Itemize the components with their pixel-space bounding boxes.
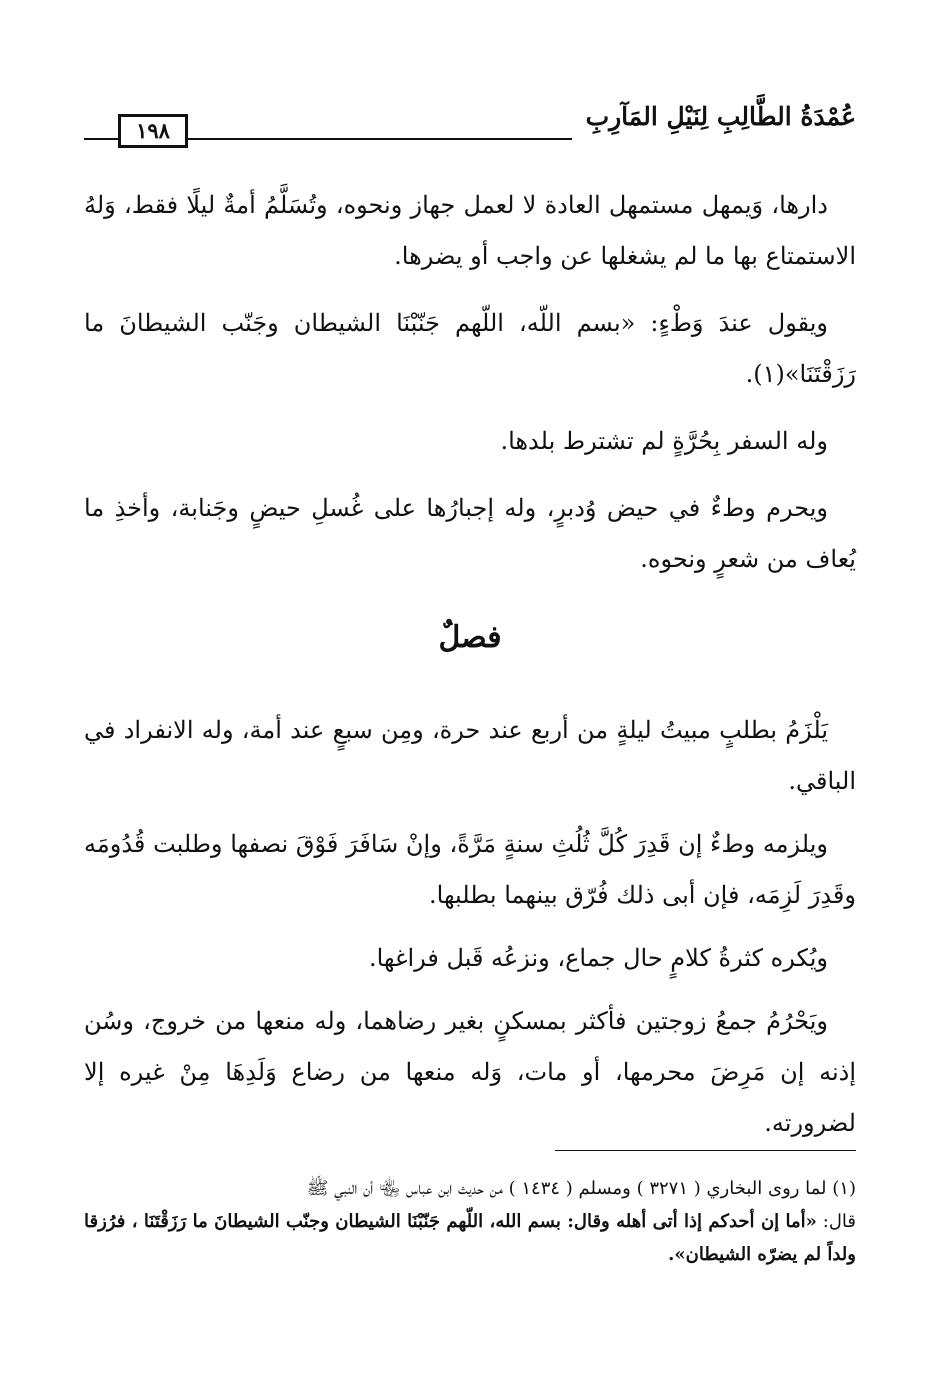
paragraph: ويلزمه وطءٌ إن قَدِرَ كُلَّ ثُلُثِ سنةٍ مَرَّةً، وإنْ سَافَرَ فَوْقَ نصفها وطلبت قُدُومَه وقَدِرَ لَزِمَه، فإن أبى ذلك فُرّق بينهما بطلبها. bbox=[84, 830, 856, 909]
paragraph: ويقول عندَ وَطْءٍ: «بسم اللّه، اللّهم جَنّبْنَا الشيطان وجَنّب الشيطانَ ما رَزَقْتَنَا»(١). bbox=[84, 309, 856, 388]
paragraph: يَلْزَمُ بطلبٍ مبيتُ ليلةٍ من أربع عند حرة، ومِن سبعٍ عند أمة، وله الانفراد في الباقي. bbox=[84, 716, 856, 795]
book-title: عُمْدَةُ الطَّالِبِ لِنَيْلِ المَآرِبِ bbox=[585, 102, 856, 131]
footnote-separator bbox=[555, 1150, 856, 1151]
footnote-hadith-text: «أما إن أحدكم إذا أتى أهله وقال: بسم الله، اللّهم جَنّبْنَا الشيطان وجنّب الشيطانَ ما رَزَقْتَنَا ، فرُزقا ولداً لم يضرّه الشيطان». bbox=[84, 1211, 856, 1265]
footnote-line bbox=[84, 1205, 856, 1271]
section-heading: فصلٌ bbox=[438, 620, 502, 655]
page-number: ١٩٨ bbox=[118, 114, 188, 148]
page-header bbox=[84, 100, 856, 150]
main-text-bottom bbox=[84, 705, 856, 1161]
main-text-top bbox=[84, 180, 856, 601]
header-rule-right bbox=[188, 138, 572, 140]
paragraph: وله السفر بِحُرَّةٍ لم تشترط بلدها. bbox=[500, 427, 828, 455]
paragraph: ويحرم وطءٌ في حيض وُدبرٍ، وله إجبارُها على غُسلِ حيضٍ وجَنابة، وأخذِ ما يُعاف من شعرٍ ونحوه. bbox=[84, 494, 856, 573]
footnotes bbox=[84, 1172, 856, 1271]
paragraph: ويُكره كثرةُ كلامٍ حال جماع، ونزعُه قَبل فراغها. bbox=[368, 944, 828, 972]
paragraph: دارها، وَيمهل مستمهل العادة لا لعمل جهاز ونحوه، وتُسَلَّمُ أمةٌ ليلًا فقط، وَلهُ الاستمتاع بها ما لم يشغلها عن واجب أو يضرها. bbox=[84, 191, 856, 270]
footnote-line: (١) لما روى البخاري ( ٣٢٧١ ) ومسلم ( ١٤٣٤ ) من حديث ابن عباس ﵄ أن النبي ﷺ bbox=[306, 1178, 856, 1199]
footnote-prefix: قال: bbox=[816, 1211, 857, 1232]
paragraph: ويَحْرُمُ جمعُ زوجتين فأكثر بمسكنٍ بغير رضاهما، وله منعها من خروج، وسُن إذنه إن مَرِضَ محرمها، أو مات، وَله منعها من رضاع وَلَدِهَا مِنْ غيره إلا لضرورته. bbox=[84, 1007, 857, 1137]
header-rule-left bbox=[84, 138, 118, 140]
